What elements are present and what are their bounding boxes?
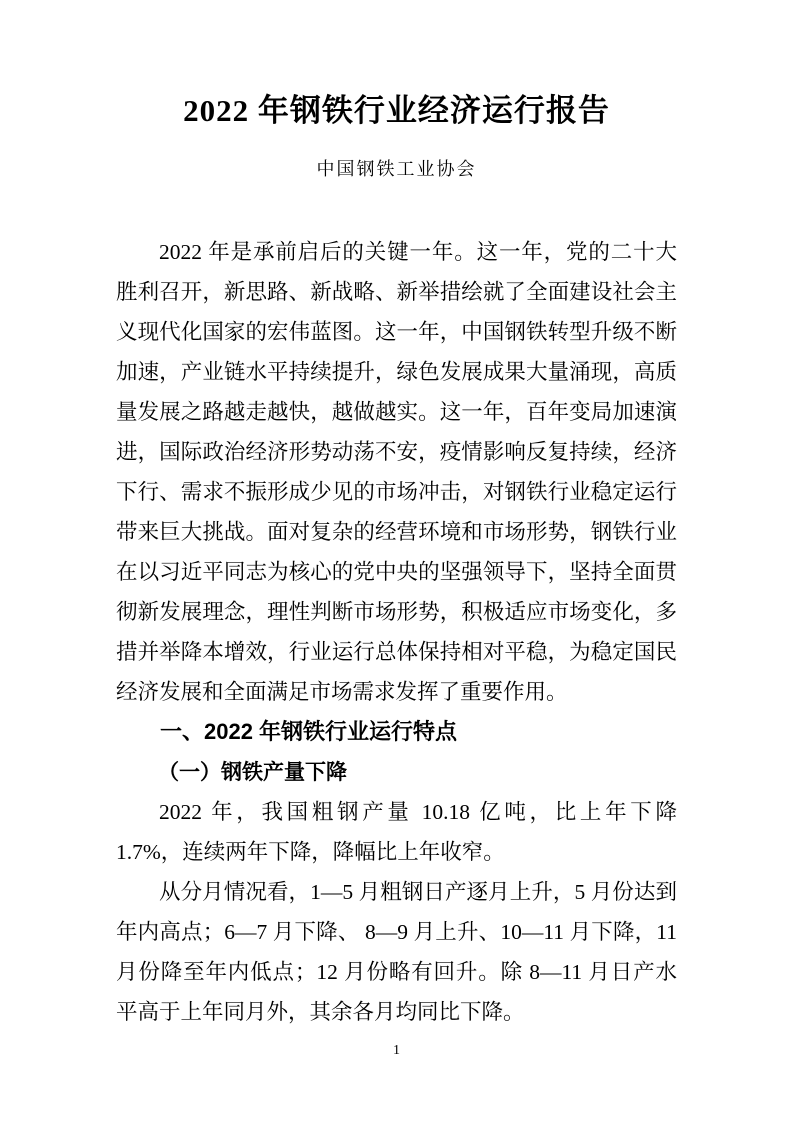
page-number: 1: [393, 1043, 400, 1058]
document-body: [116, 232, 677, 1032]
intro-paragraph: 2022 年是承前启后的关键一年。这一年，党的二十大胜利召开，新思路、新战略、新举措绘就了全面建设社会主义现代化国家的宏伟蓝图。这一年，中国钢铁转型升级不断加速，产业链水平持续提升，绿色发展成果大量涌现，高质量发展之路越走越快，越做越实。这一年，百年变局加速演进，国际政治经济形势动荡不安，疫情影响反复持续，经济下行、需求不振形成少见的市场冲击，对钢铁行业稳定运行带来巨大挑战。面对复杂的经营环境和市场形势，钢铁行业在以习近平同志为核心的党中央的坚强领导下，坚持全面贯彻新发展理念，理性判断市场形势，积极适应市场变化，多措并举降本增效，行业运行总体保持相对平稳，为稳定国民经济发展和全面满足市场需求发挥了重要作用。: [116, 240, 677, 704]
sub-heading-1-1: （一）钢铁产量下降: [158, 760, 347, 784]
section-heading-1: 一、2022 年钢铁行业运行特点: [160, 719, 458, 744]
document-author: 中国钢铁工业协会: [316, 159, 477, 179]
monthly-trend-paragraph: 从分月情况看，1—5 月粗钢日产逐月上升，5 月份达到年内高点；6—7 月下降、 8—9 月上升、10—11 月下降，11 月份降至年内低点；12 月份略有回升。除 8—11 月日产水平高于上年同月外，其余各月均同比下降。: [116, 880, 677, 1024]
document-title: 2022 年钢铁行业经济运行报告: [183, 93, 610, 128]
steel-output-paragraph: 2022 年，我国粗钢产量 10.18 亿吨，比上年下降 1.7%，连续两年下降，降幅比上年收窄。: [116, 800, 677, 864]
